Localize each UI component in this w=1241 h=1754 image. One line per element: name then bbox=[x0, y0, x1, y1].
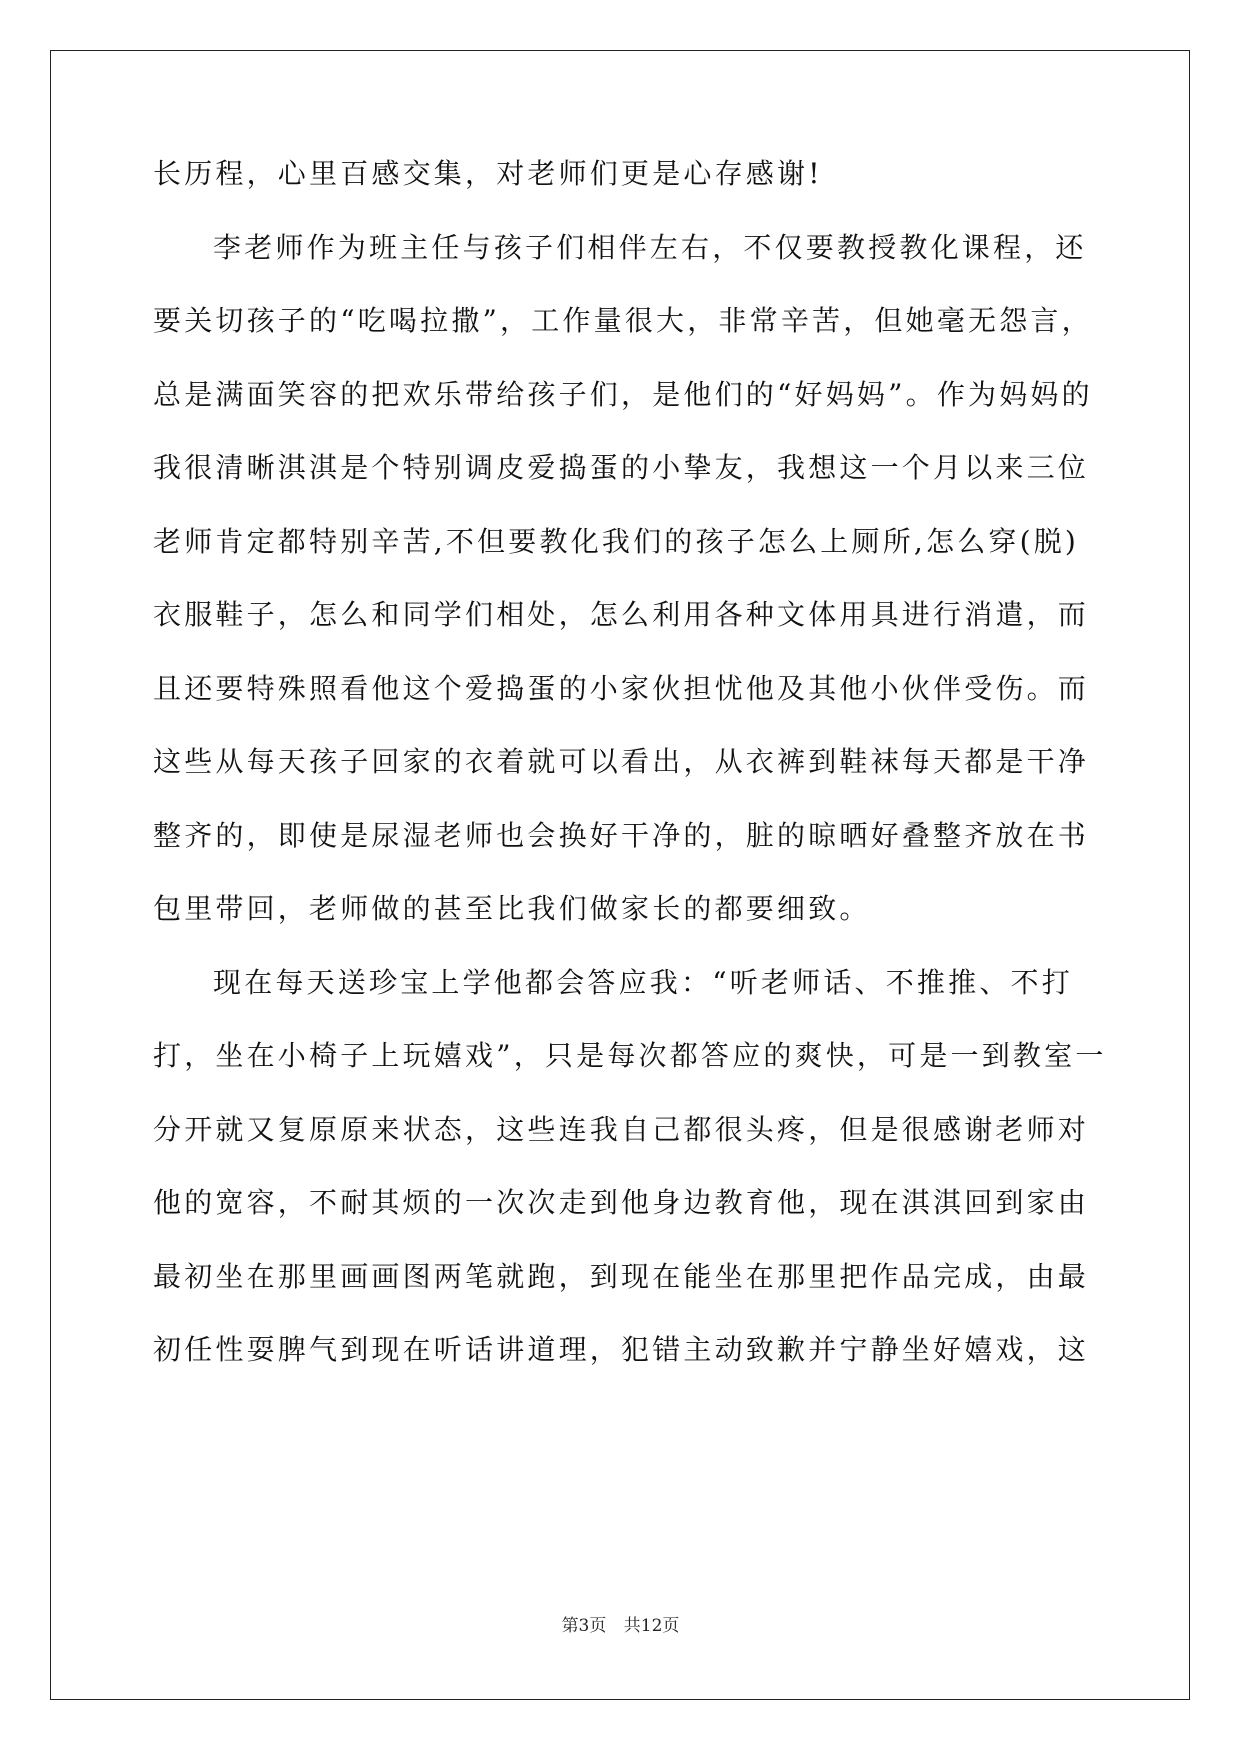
paragraph-start-line: 现在每天送珍宝上学他都会答应我：“听老师话、不推推、不打 bbox=[213, 965, 1073, 999]
text-line: 老师肯定都特别辛苦,不但要教化我们的孩子怎么上厕所,怎么穿(脱) bbox=[153, 524, 1080, 558]
page-footer bbox=[0, 1611, 1241, 1636]
text-line: 长历程，心里百感交集，对老师们更是心存感谢! bbox=[153, 157, 823, 190]
text-line: 初任性耍脾气到现在听话讲道理，犯错主动致歉并宁静坐好嬉戏，这 bbox=[153, 1333, 1090, 1366]
document-body bbox=[153, 157, 1107, 1410]
paragraph-start-line: 李老师作为班主任与孩子们相伴左右，不仅要教授教化课程，还 bbox=[213, 230, 1087, 264]
page-number: 第3页 bbox=[561, 1616, 607, 1636]
text-line: 分开就又复原原来状态，这些连我自己都很头疼，但是很感谢老师对 bbox=[153, 1112, 1090, 1146]
text-line: 打，坐在小椅子上玩嬉戏”，只是每次都答应的爽快，可是一到教室一 bbox=[153, 1039, 1107, 1072]
text-line: 要关切孩子的“吃喝拉撒”，工作量很大，非常辛苦，但她毫无怨言， bbox=[153, 304, 1093, 337]
text-line: 总是满面笑容的把欢乐带给孩子们，是他们的“好妈妈”。作为妈妈的 bbox=[153, 377, 1093, 411]
text-line: 最初坐在那里画画图两笔就跑，到现在能坐在那里把作品完成，由最 bbox=[153, 1259, 1090, 1293]
text-line: 整齐的，即使是尿湿老师也会换好干净的，脏的晾晒好叠整齐放在书 bbox=[153, 818, 1090, 852]
page-total: 共12页 bbox=[623, 1616, 680, 1636]
text-line: 我很清晰淇淇是个特别调皮爱捣蛋的小挚友，我想这一个月以来三位 bbox=[153, 451, 1090, 484]
text-line: 包里带回，老师做的甚至比我们做家长的都要细致。 bbox=[153, 892, 871, 925]
text-line: 衣服鞋子，怎么和同学们相处，怎么利用各种文体用具进行消遣，而 bbox=[153, 598, 1090, 631]
text-line: 他的宽容，不耐其烦的一次次走到他身边教育他，现在淇淇回到家由 bbox=[153, 1186, 1090, 1219]
text-line: 这些从每天孩子回家的衣着就可以看出，从衣裤到鞋袜每天都是干净 bbox=[153, 745, 1090, 778]
text-line: 且还要特殊照看他这个爱捣蛋的小家伙担忧他及其他小伙伴受伤。而 bbox=[153, 671, 1090, 705]
